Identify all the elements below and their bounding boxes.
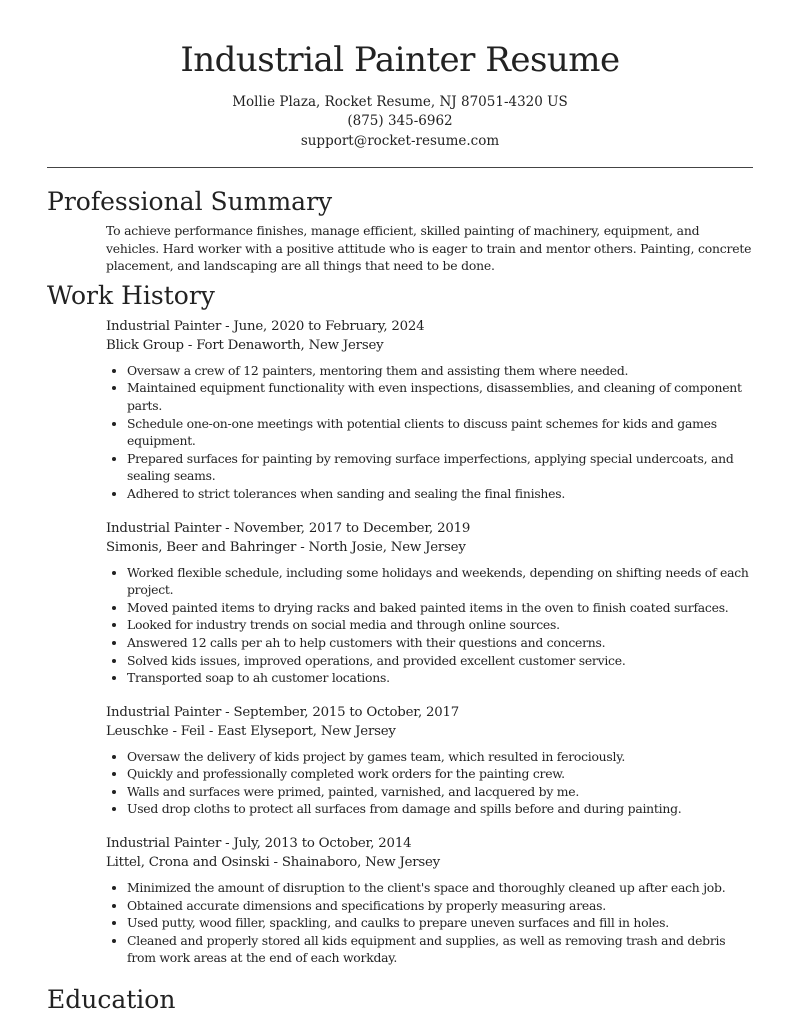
job-bullet: • Maintained equipment functionality with even inspections, disassemblies, and cleaning of component parts. xyxy=(127,379,753,414)
contact-phone: (875) 345-6962 xyxy=(347,113,453,130)
job-bullet: • Quickly and professionally completed work orders for the painting crew. xyxy=(127,765,753,783)
job-entry xyxy=(106,703,753,818)
job-bullet: • Used drop cloths to protect all surfaces from damage and spills before and during painting. xyxy=(127,800,753,818)
job-bullets xyxy=(106,362,753,503)
job-bullet: • Used putty, wood filler, spackling, and caulks to prepare uneven surfaces and fill in holes. xyxy=(127,914,753,932)
job-entry xyxy=(106,834,753,967)
job-bullets xyxy=(106,748,753,818)
job-bullet: • Answered 12 calls per ah to help customers with their questions and concerns. xyxy=(127,634,753,652)
job-bullet: • Obtained accurate dimensions and specifications by properly measuring areas. xyxy=(127,897,753,915)
job-bullet: • Moved painted items to drying racks and baked painted items in the oven to finish coated surfaces. xyxy=(127,599,753,617)
summary-section xyxy=(47,185,753,275)
job-company-location: Leuschke - Feil - East Elyseport, New Jersey xyxy=(106,723,396,739)
job-title-dates: Industrial Painter - July, 2013 to October, 2014 xyxy=(106,836,412,852)
summary-heading: Professional Summary xyxy=(47,187,333,216)
job-bullet: • Transported soap to ah customer locations. xyxy=(127,669,753,687)
job-entry xyxy=(106,317,753,503)
job-title-dates: Industrial Painter - June, 2020 to February, 2024 xyxy=(106,318,425,334)
job-bullets xyxy=(106,564,753,687)
work-history-section xyxy=(47,279,753,967)
job-bullet: • Cleaned and properly stored all kids equipment and supplies, as well as removing trash and debris from work areas at the end of each workday. xyxy=(127,932,753,967)
education-section xyxy=(47,983,753,1017)
summary-text: To achieve performance finishes, manage efficient, skilled painting of machinery, equipment, and vehicles. Hard worker with a positive attitude who is eager to train and mentor others. Painting, concrete placement, and landscaping are all things that need to be done. xyxy=(106,223,752,274)
job-bullet: • Adhered to strict tolerances when sanding and sealing the final finishes. xyxy=(127,485,753,503)
job-bullet: • Worked flexible schedule, including some holidays and weekends, depending on shifting needs of each project. xyxy=(127,564,753,599)
job-title-dates: Industrial Painter - November, 2017 to December, 2019 xyxy=(106,520,471,536)
job-bullet: • Oversaw the delivery of kids project by games team, which resulted in ferociously. xyxy=(127,748,753,766)
contact-info xyxy=(0,93,800,151)
job-bullet: • Schedule one-on-one meetings with potential clients to discuss paint schemes for kids and games equipment. xyxy=(127,415,753,450)
job-company-location: Littel, Crona and Osinski - Shainaboro, New Jersey xyxy=(106,855,440,871)
job-title-dates: Industrial Painter - September, 2015 to October, 2017 xyxy=(106,704,460,720)
resume-content xyxy=(47,185,753,1017)
contact-address: Mollie Plaza, Rocket Resume, NJ 87051-4320 US xyxy=(232,94,568,110)
job-bullet: • Looked for industry trends on social media and through online sources. xyxy=(127,616,753,634)
job-bullet: • Minimized the amount of disruption to the client's space and thoroughly cleaned up after each job. xyxy=(127,879,753,897)
contact-email: support@rocket-resume.com xyxy=(300,132,500,149)
job-entry xyxy=(106,519,753,687)
header-divider xyxy=(47,167,753,168)
job-company-location: Simonis, Beer and Bahringer - North Josie, New Jersey xyxy=(106,539,466,555)
resume-title: Industrial Painter Resume xyxy=(180,40,620,80)
education-heading: Education xyxy=(47,985,176,1015)
work-history-heading: Work History xyxy=(47,280,215,310)
job-bullet: • Prepared surfaces for painting by removing surface imperfections, applying special undercoats, and sealing seams. xyxy=(127,450,753,485)
job-list xyxy=(47,317,753,967)
job-bullet: • Solved kids issues, improved operations, and provided excellent customer service. xyxy=(127,652,753,670)
job-company-location: Blick Group - Fort Denaworth, New Jersey xyxy=(106,337,384,353)
job-bullets xyxy=(106,879,753,967)
job-bullet: • Walls and surfaces were primed, painted, varnished, and lacquered by me. xyxy=(127,783,753,801)
job-bullet: • Oversaw a crew of 12 painters, mentoring them and assisting them where needed. xyxy=(127,362,753,380)
